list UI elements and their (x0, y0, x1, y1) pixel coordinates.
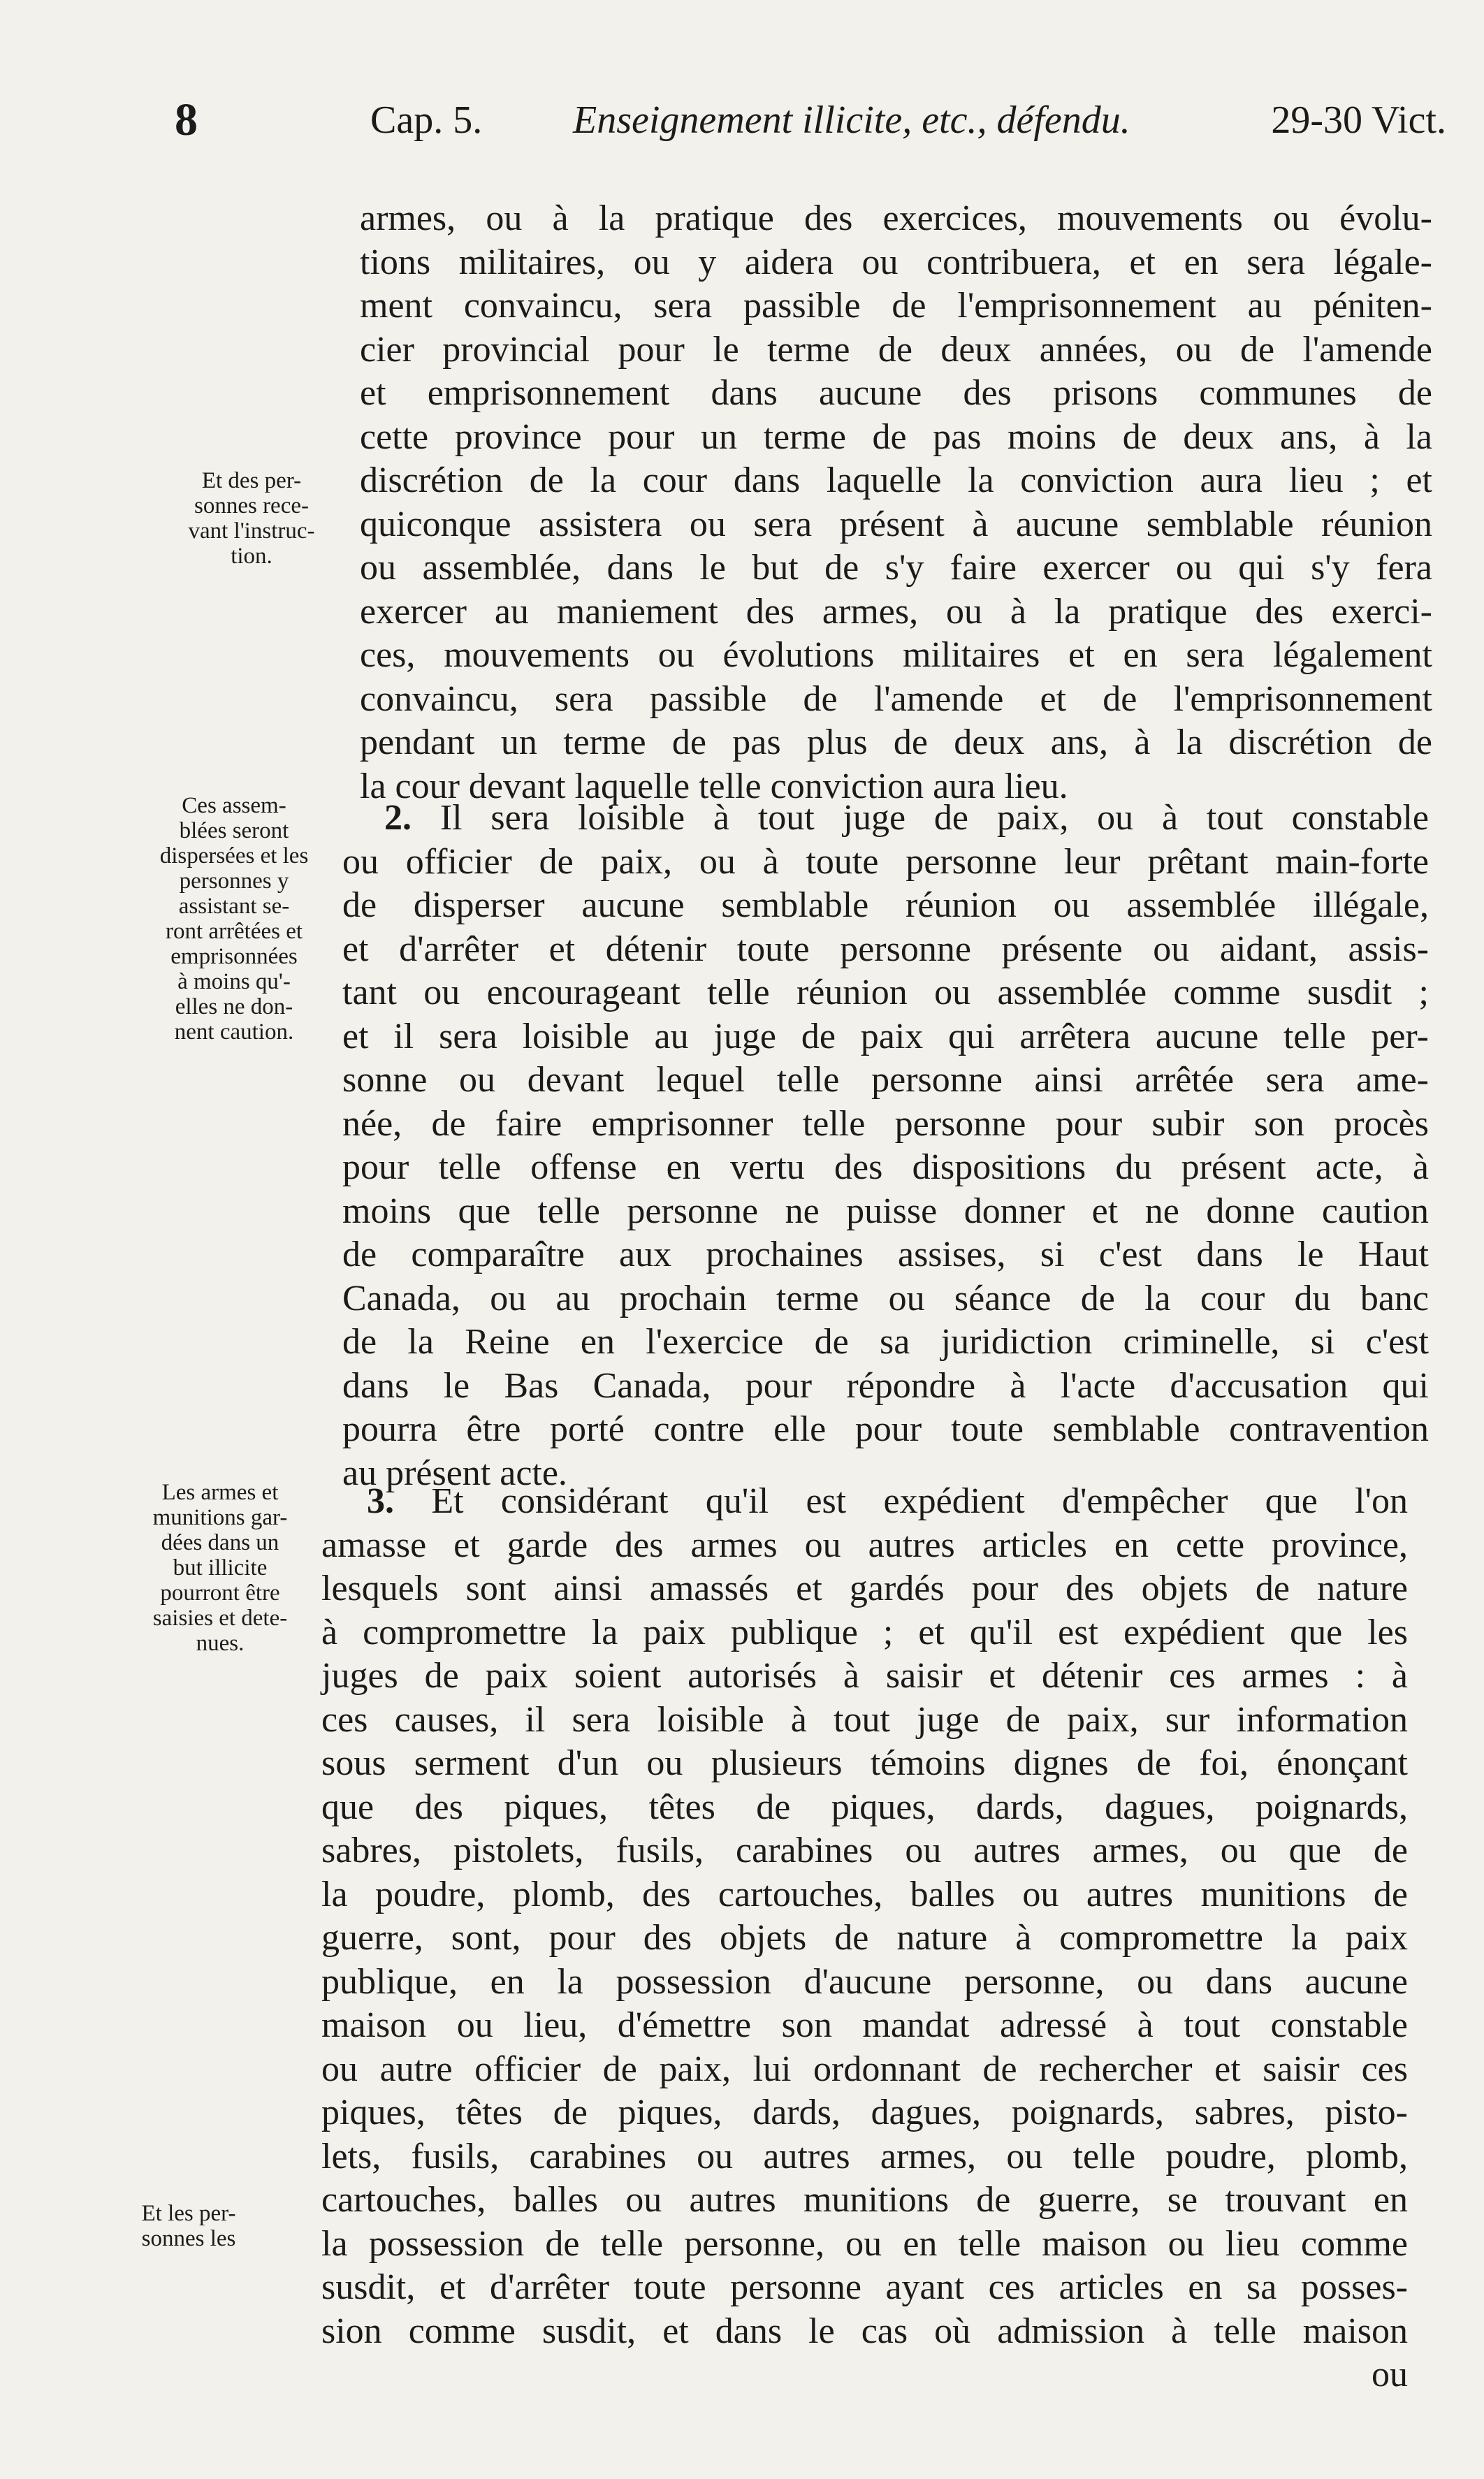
margin-note-line: nues. (196, 1631, 245, 1656)
text-line: exercer au maniement des armes, ou à la pratique des exerci- (360, 591, 1432, 632)
catchword: ou (1372, 2355, 1408, 2394)
text-line: maison ou lieu, d'émettre son mandat adressé à tout constable (321, 2005, 1408, 2045)
section-number: 3. (367, 1481, 394, 1521)
text-line: juges de paix soient autorisés à saisir et détenir ces armes : à (321, 1656, 1408, 1696)
text-line (342, 797, 1429, 841)
text-line: cier provincial pour le terme de deux années, ou de l'amende (360, 329, 1432, 370)
section-3 (321, 1480, 1408, 2397)
margin-note-line: à moins qu'- (177, 969, 291, 994)
margin-note-line: vant l'instruc- (188, 518, 315, 544)
text-line: cartouches, balles ou autres munitions de guerre, se trouvant en (321, 2180, 1408, 2220)
text-line: tions militaires, ou y aidera ou contribuera, et en sera légale- (360, 242, 1432, 282)
text-line: piques, têtes de piques, dards, dagues, poignards, sabres, pisto- (321, 2093, 1408, 2132)
text-line: discrétion de la cour dans laquelle la conviction aura lieu ; et (360, 460, 1432, 500)
text-line: ment convaincu, sera passible de l'emprisonnement au péniten- (360, 286, 1432, 326)
text-line: pendant un terme de pas plus de deux ans, à la discrétion de (360, 722, 1432, 762)
margin-note-line: ront arrêtées et (165, 919, 303, 944)
text-line: pour telle offense en vertu des dispositions du présent acte, à (342, 1147, 1429, 1187)
text-line: que des piques, têtes de piques, dards, dagues, poignards, (321, 1787, 1408, 1827)
text-line: de comparaître aux prochaines assises, si c'est dans le Haut (342, 1235, 1429, 1274)
chapter-label: Cap. 5. (370, 99, 483, 142)
text-line: lets, fusils, carabines ou autres armes, ou telle poudre, plomb, (321, 2136, 1408, 2176)
text-line: ou assemblée, dans le but de s'y faire exercer ou qui s'y fera (360, 548, 1432, 588)
page-number: 8 (175, 94, 198, 145)
margin-note (119, 1480, 321, 1656)
text-line: sous serment d'un ou plusieurs témoins dignes de foi, énonçant (321, 1743, 1408, 1783)
text-line: et d'arrêter et détenir toute personne présente ou aidant, assis- (342, 929, 1429, 969)
margin-note-line: Ces assem- (182, 793, 286, 818)
text-line: dans le Bas Canada, pour répondre à l'acte d'accusation qui (342, 1365, 1429, 1406)
text-line (321, 1480, 1408, 1524)
text-line: ou autre officier de paix, lui ordonnant de rechercher et saisir ces (321, 2049, 1408, 2089)
margin-note-line: Et des per- (201, 468, 302, 493)
paragraph-continuation (360, 197, 1432, 808)
margin-note-line: assistant se- (178, 894, 290, 919)
margin-note-line: emprisonnées (170, 944, 298, 969)
text-line: à compromettre la paix publique ; et qu'il est expédient que les (321, 1612, 1408, 1652)
text-line: et il sera loisible au juge de paix qui arrêtera aucune telle per- (342, 1016, 1429, 1056)
section-number: 2. (384, 798, 412, 838)
running-title: Enseignement illicite, etc., défendu. (573, 99, 1130, 142)
margin-note-line: blées seront (179, 818, 289, 843)
text-line: de la Reine en l'exercice de sa juridiction criminelle, si c'est (342, 1322, 1429, 1362)
session-label: 29-30 Vict. (1271, 99, 1446, 142)
text-line: guerre, sont, pour des objets de nature à compromettre la paix (321, 1918, 1408, 1958)
margin-note (133, 793, 335, 1045)
text-line: et emprisonnement dans aucune des prisons communes de (360, 373, 1432, 413)
margin-note-line: nent caution. (174, 1019, 294, 1045)
text-line: sabres, pistolets, fusils, carabines ou autres armes, ou que de (321, 1831, 1408, 1870)
margin-note-line: sonnes les (141, 2226, 236, 2251)
text-line: la cour devant laquelle telle conviction aura lieu. (360, 766, 1068, 806)
margin-note-line: elles ne don- (175, 994, 293, 1019)
margin-note-line: dispersées et les (159, 843, 309, 868)
margin-note-line: saisies et dete- (152, 1606, 288, 1631)
text-line: sion comme susdit, et dans le cas où admission à telle maison (321, 2311, 1408, 2351)
text-line: cette province pour un terme de pas moins de deux ans, à la (360, 416, 1432, 457)
text-line: ces, mouvements ou évolutions militaires et en sera légalement (360, 635, 1432, 675)
margin-note-line: Et les per- (141, 2201, 236, 2226)
text-line: lesquels sont ainsi amassés et gardés pour des objets de nature (321, 1569, 1408, 1608)
text-line: publique, en la possession d'aucune personne, ou dans aucune (321, 1961, 1408, 2002)
text-line: de disperser aucune semblable réunion ou assemblée illégale, (342, 885, 1429, 925)
text-line: sonne ou devant lequel telle personne ainsi arrêtée sera ame- (342, 1060, 1429, 1100)
margin-note-line: personnes y (179, 868, 289, 894)
text-line: armes, ou à la pratique des exercices, mouvements ou évolu- (360, 198, 1432, 238)
margin-note-line: Les armes et (161, 1480, 279, 1505)
margin-note-line: but illicite (173, 1555, 268, 1580)
text-line: convaincu, sera passible de l'amende et de l'emprisonnement (360, 678, 1432, 719)
margin-note-line: tion. (231, 544, 272, 569)
margin-note (150, 468, 353, 569)
text-line: amasse et garde des armes ou autres articles en cette province, (321, 1525, 1408, 1565)
text-line: moins que telle personne ne puisse donner et ne donne caution (342, 1191, 1429, 1231)
text-line: Canada, ou au prochain terme ou séance de la cour du banc (342, 1278, 1429, 1318)
section-2 (342, 797, 1429, 1495)
text-line: née, de faire emprisonner telle personne pour subir son procès (342, 1103, 1429, 1144)
text-line: tant ou encourageant telle réunion ou assemblée comme susdit ; (342, 973, 1429, 1012)
margin-note-line: munitions gar- (152, 1505, 288, 1530)
text-line: la poudre, plomb, des cartouches, balles ou autres munitions de (321, 1874, 1408, 1914)
margin-note (87, 2201, 290, 2251)
text-line: au présent acte. (342, 1453, 567, 1493)
text-line: la possession de telle personne, ou en telle maison ou lieu comme (321, 2223, 1408, 2264)
text-span: Et considérant qu'il est expédient d'empêcher que l'on (431, 1481, 1408, 1521)
margin-note-line: sonnes rece- (194, 493, 309, 518)
text-line: ou officier de paix, ou à toute personne leur prêtant main-forte (342, 841, 1429, 882)
text-line: quiconque assistera ou sera présent à aucune semblable réunion (360, 504, 1432, 544)
text-line: ces causes, il sera loisible à tout juge de paix, sur information (321, 1699, 1408, 1740)
margin-note-line: pourront être (160, 1580, 280, 1606)
text-span: Il sera loisible à tout juge de paix, ou à tout constable (439, 798, 1430, 838)
running-header (175, 94, 1446, 154)
text-line: susdit, et d'arrêter toute personne ayant ces articles en sa posses- (321, 2267, 1408, 2307)
margin-note-line: dées dans un (161, 1530, 279, 1555)
text-line: pourra être porté contre elle pour toute semblable contravention (342, 1409, 1429, 1449)
